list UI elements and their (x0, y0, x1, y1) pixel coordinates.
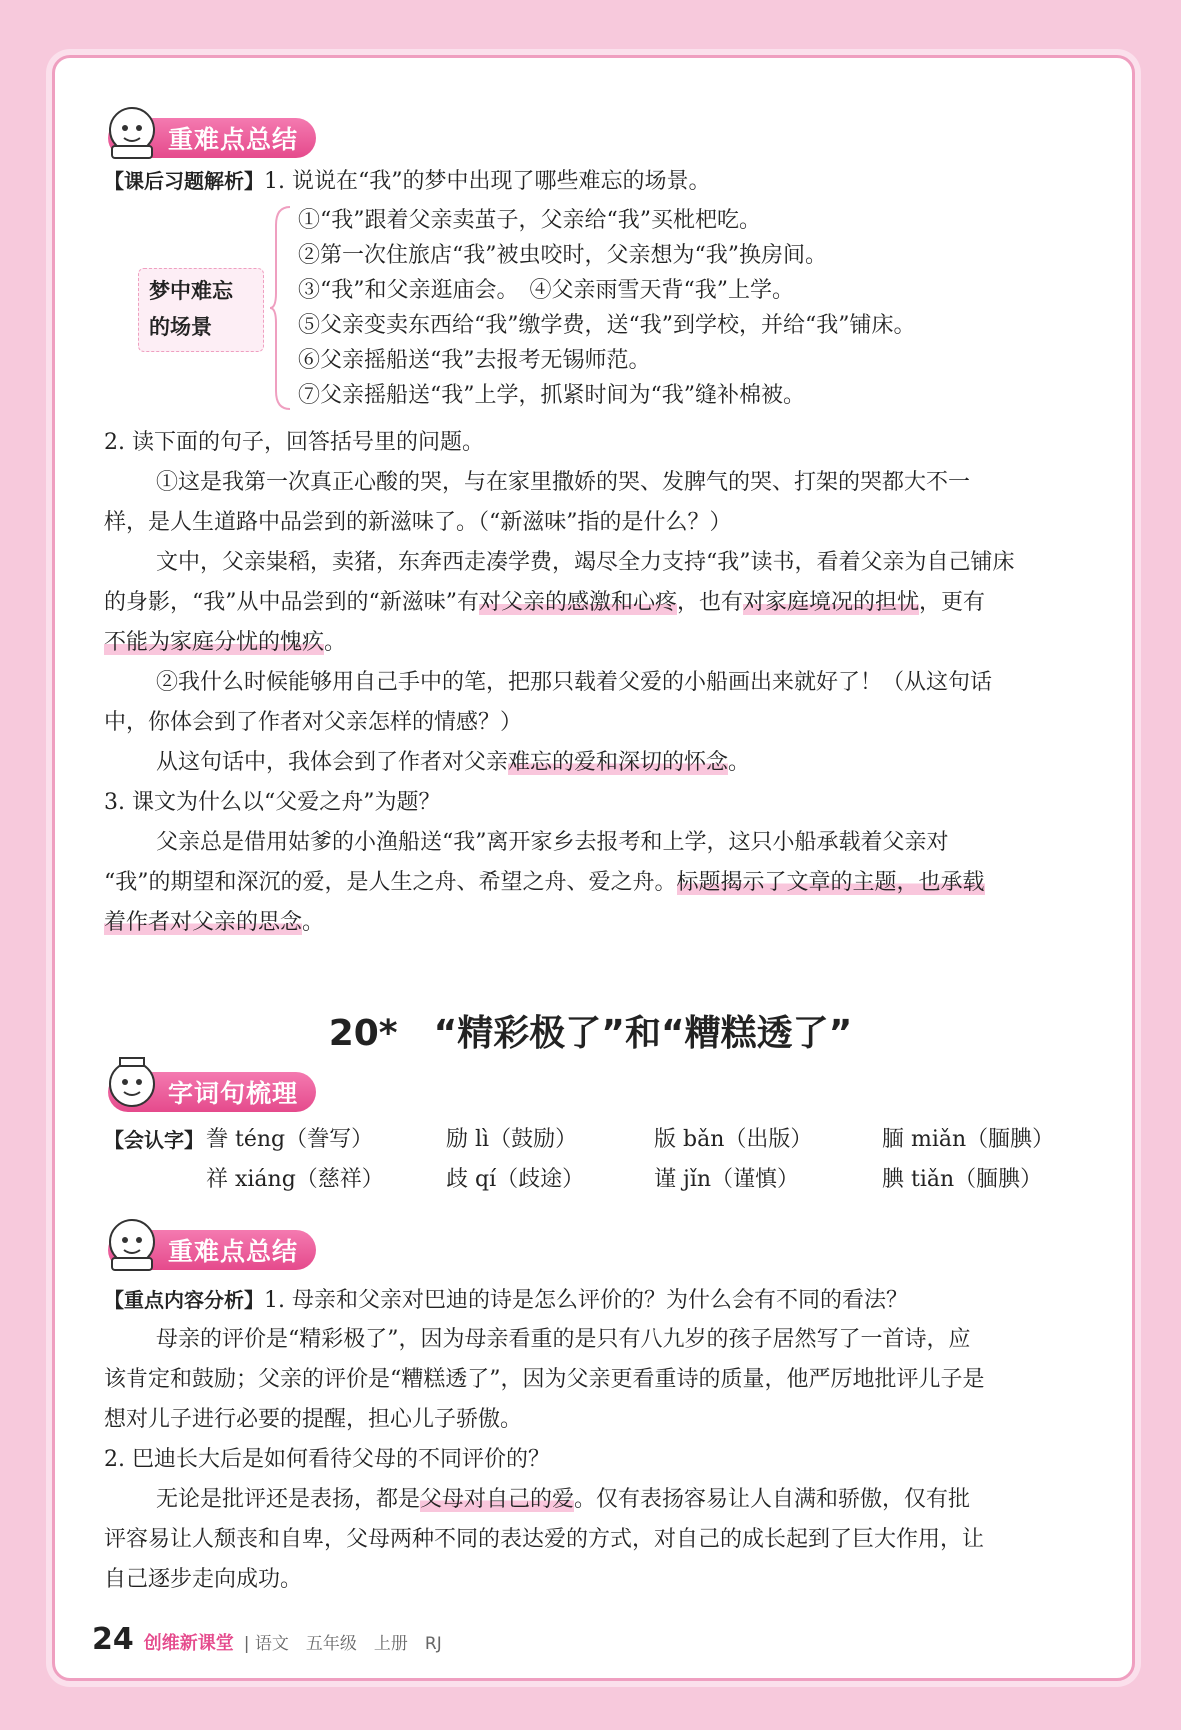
answer-text: 从这句话中，我体会到了作者对父亲 (156, 750, 509, 775)
answer-text: 。 (302, 910, 325, 935)
analysis-q1 (104, 1285, 908, 1316)
vocab-word: 誊 téng（誊写） (206, 1127, 374, 1152)
analysis-a2-cont: 评容易让人颓丧和自卑，父母两种不同的表达爱的方式，对自己的成长起到了巨大作用，让 (104, 1527, 985, 1552)
scene-item: ①“我”跟着父亲卖茧子，父亲给“我”买枇杷吃。 (298, 208, 761, 233)
analysis-a1-cont: 该肯定和鼓励；父亲的评价是“糟糕透了”，因为父亲更看重诗的质量，他严厉地批评儿子是 (104, 1367, 985, 1392)
mascot-icon (102, 1214, 164, 1274)
book-info: | 语文 五年级 上册 RJ (243, 1634, 442, 1654)
analysis-a2-end: 自己逐步走向成功。 (104, 1567, 303, 1592)
answer-highlight: 对父亲的感激和心疼 (479, 590, 678, 615)
vocab-word: 腆 tiǎn（腼腆） (882, 1167, 1043, 1192)
section-heading-text: 重难点总结 (168, 1237, 299, 1266)
answer-highlight: 父母对自己的爱 (420, 1487, 575, 1512)
vocab-tag (104, 1125, 204, 1156)
answer-text: 无论是批评还是表扬，都是 (156, 1487, 421, 1512)
brand-name: 创维新课堂 (143, 1633, 234, 1654)
mascot-icon (102, 1056, 164, 1116)
q3-line: 3. 课文为什么以“父爱之舟”为题？ (104, 790, 441, 815)
scene-item: ⑦父亲摇船送“我”上学，抓紧时间为“我”缝补棉被。 (298, 383, 805, 408)
answer-highlight: 不能为家庭分忧的愧疚 (104, 630, 325, 655)
q2-answer-1-end (104, 628, 346, 658)
analysis-a1-end: 想对儿子进行必要的提醒，担心儿子骄傲。 (104, 1407, 523, 1432)
vocab-word: 谨 jǐn（谨慎） (654, 1167, 800, 1192)
section-heading-text: 字词句梳理 (168, 1079, 299, 1108)
q2-answer-1-cont (104, 588, 985, 618)
page-number: 24 (92, 1622, 134, 1657)
scene-item: ②第一次住旅店“我”被虫咬时，父亲想为“我”换房间。 (298, 243, 827, 268)
analysis-tag: 【重点内容分析】 (104, 1288, 264, 1312)
q3-answer-end (104, 908, 324, 938)
analysis-a2 (156, 1485, 970, 1515)
vocab-tag-text: 【会认字】 (104, 1128, 204, 1152)
section-heading-text: 重难点总结 (168, 125, 299, 154)
section-heading-summary-1 (108, 118, 316, 158)
answer-text: “我”的期望和深沉的爱，是人生之舟、希望之舟、爱之舟。 (104, 870, 677, 895)
q2-answer-2 (156, 748, 750, 778)
answer-highlight: 标题揭示了文章的主题，也承载 (676, 870, 985, 895)
scene-item: ⑥父亲摇船送“我”去报考无锡师范。 (298, 348, 651, 373)
q2-sentence-2-cont: 中，你体会到了作者对父亲怎样的情感？） (104, 710, 523, 735)
question-tag: 【课后习题解析】 (104, 169, 264, 193)
answer-text: 的身影，“我”从中品尝到的“新滋味”有 (104, 590, 479, 615)
mascot-icon (102, 102, 164, 162)
q2-sentence-2: ②我什么时候能够用自己手中的笔，把那只载着父爱的小船画出来就好了！（从这句话 (156, 670, 993, 695)
answer-text: ，也有 (677, 590, 744, 615)
scene-label-line-1: 梦中难忘 (149, 279, 233, 303)
analysis-a1: 母亲的评价是“精彩极了”，因为母亲看重的是只有八九岁的孩子居然写了一首诗，应 (156, 1327, 971, 1352)
vocab-word: 励 lì（鼓励） (446, 1127, 578, 1152)
question-text: 1. 母亲和父亲对巴迪的诗是怎么评价的？为什么会有不同的看法？ (264, 1288, 908, 1313)
page-footer (92, 1622, 442, 1657)
answer-highlight: 着作者对父亲的思念 (104, 910, 303, 935)
section-heading-vocab (108, 1072, 316, 1112)
scene-item: ③“我”和父亲逛庙会。 ④父亲雨雪天背“我”上学。 (298, 278, 794, 303)
q2-answer-1: 文中，父亲粜稻，卖猪，东奔西走凑学费，竭尽全力支持“我”读书，看着父亲为自己铺床 (156, 550, 1015, 575)
answer-text: 。仅有表扬容易让人自满和骄傲，仅有批 (574, 1487, 971, 1512)
question-text: 1. 说说在“我”的梦中出现了哪些难忘的场景。 (264, 169, 711, 194)
chapter-title: 20* “精彩极了”和“糟糕透了” (328, 1013, 853, 1054)
answer-text: 。 (728, 750, 751, 775)
vocab-word: 歧 qí（歧途） (446, 1167, 585, 1192)
scene-label-box (138, 268, 264, 352)
brace-icon (268, 205, 292, 411)
q3-answer: 父亲总是借用姑爹的小渔船送“我”离开家乡去报考和上学，这只小船承载着父亲对 (156, 830, 949, 855)
vocab-word: 祥 xiáng（慈祥） (206, 1167, 384, 1192)
scene-item: ⑤父亲变卖东西给“我”缴学费，送“我”到学校，并给“我”铺床。 (298, 313, 916, 338)
answer-highlight: 难忘的爱和深切的怀念 (508, 750, 729, 775)
vocab-word: 腼 miǎn（腼腆） (882, 1127, 1055, 1152)
analysis-q2: 2. 巴迪长大后是如何看待父母的不同评价的？ (104, 1447, 550, 1472)
q2-sentence-1: ①这是我第一次真正心酸的哭，与在家里撒娇的哭、发脾气的哭、打架的哭都大不一 (156, 470, 971, 495)
q3-answer-cont (104, 868, 985, 898)
answer-text: ，更有 (919, 590, 986, 615)
answer-text: 。 (324, 630, 347, 655)
q1-line (104, 166, 710, 197)
section-heading-summary-2 (108, 1230, 316, 1270)
answer-highlight: 对家庭境况的担忧 (743, 590, 920, 615)
scene-label-line-2: 的场景 (149, 315, 212, 339)
q2-sentence-1-cont: 样，是人生道路中品尝到的新滋味了。（“新滋味”指的是什么？） (104, 510, 732, 535)
vocab-word: 版 bǎn（出版） (654, 1127, 813, 1152)
q2-line: 2. 读下面的句子，回答括号里的问题。 (104, 430, 484, 455)
